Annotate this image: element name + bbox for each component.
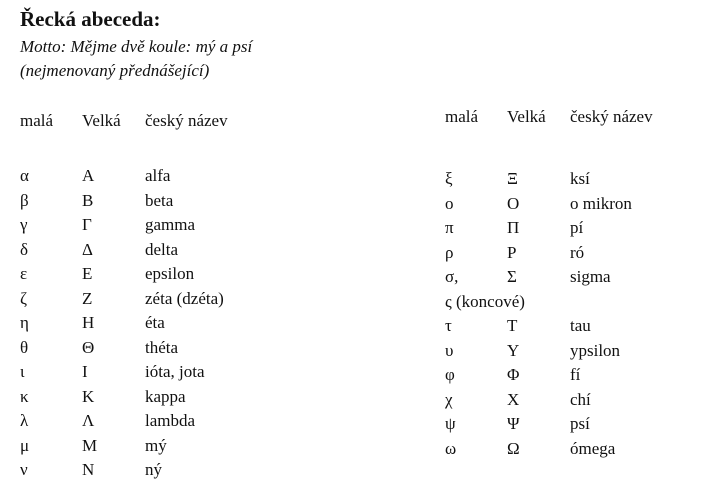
header-upper: Velká	[507, 107, 546, 126]
letter-name: ióta, jota	[145, 362, 205, 381]
letter-upper: Υ	[507, 340, 520, 360]
letter-upper: Ξ	[507, 169, 518, 188]
letter-lower: π	[445, 218, 454, 237]
letter-lower: φ	[445, 365, 455, 384]
letter-lower: κ	[20, 386, 29, 406]
letter-upper: Χ	[507, 389, 520, 409]
header-upper: Velká	[82, 111, 121, 130]
letter-name: théta	[145, 337, 179, 357]
letter-lower: ο	[445, 193, 454, 213]
letter-upper: Δ	[82, 239, 93, 259]
letter-upper: Ι	[82, 362, 88, 381]
letter-name: ómega	[570, 438, 616, 458]
letter-lower: ζ	[20, 288, 28, 308]
letter-name: fí	[570, 365, 581, 384]
letter-upper: Θ	[82, 337, 95, 357]
letter-lower: τ	[445, 316, 452, 335]
letter-upper: Γ	[82, 215, 92, 234]
page-title: Řecká abeceda:	[20, 7, 161, 31]
letter-lower: δ	[20, 239, 29, 259]
letter-upper: Ν	[82, 460, 95, 479]
letter-name: chí	[570, 389, 591, 409]
letter-upper: Κ	[82, 386, 95, 406]
letter-lower: η	[20, 313, 29, 332]
header-name: český název	[570, 107, 653, 126]
letter-name: delta	[145, 239, 179, 259]
letter-upper: Ε	[82, 264, 93, 283]
letter-name: éta	[145, 313, 165, 332]
header-lower: malá	[20, 111, 54, 130]
letter-upper: Σ	[507, 267, 517, 286]
letter-name: ný	[145, 460, 162, 479]
letter-lower: σ,	[445, 267, 459, 286]
letter-name: lambda	[145, 411, 196, 430]
letter-upper: Ζ	[82, 288, 93, 308]
letter-lower: α	[20, 166, 29, 185]
letter-lower: λ	[20, 411, 29, 430]
motto-line: Motto: Mějme dvě koule: mý a psí	[20, 37, 253, 56]
letter-name: mý	[145, 435, 167, 455]
letter-name: sigma	[570, 267, 611, 286]
letter-upper: Ο	[507, 193, 520, 213]
letter-upper: Η	[82, 313, 95, 332]
letter-name: epsilon	[145, 264, 195, 283]
letter-lower: υ	[445, 340, 454, 360]
letter-upper: Π	[507, 218, 520, 237]
letter-lower: ε	[20, 264, 28, 283]
letter-lower: ω	[445, 438, 457, 458]
letter-name: ypsilon	[570, 340, 621, 360]
letter-name: gamma	[145, 215, 196, 234]
letter-lower: ψ	[445, 414, 456, 433]
letter-name: tau	[570, 316, 591, 335]
letter-lower: θ	[20, 337, 29, 357]
letter-lower: χ	[445, 389, 453, 409]
letter-upper: Ω	[507, 438, 520, 458]
letter-name: zéta (dzéta)	[145, 288, 224, 308]
letter-upper: Α	[82, 166, 95, 185]
letter-name: kappa	[145, 386, 186, 406]
letter-name: o mikron	[570, 193, 632, 213]
letter-lower: μ	[20, 435, 30, 455]
letter-name: alfa	[145, 166, 171, 185]
letter-upper: Μ	[82, 435, 98, 455]
letter-lower: β	[20, 190, 29, 210]
header-name: český název	[145, 111, 228, 130]
letter-lower: ρ	[445, 242, 454, 262]
letter-upper: Φ	[507, 365, 520, 384]
letter-name: ró	[570, 242, 585, 262]
letter-name: beta	[145, 190, 174, 210]
letter-name: ksí	[570, 169, 590, 188]
motto-attribution: (nejmenovaný přednášející)	[20, 61, 210, 80]
letter-upper: Β	[82, 190, 94, 210]
letter-upper: Ψ	[507, 414, 520, 433]
letter-upper: Τ	[507, 316, 518, 335]
letter-lower: ξ	[445, 169, 453, 188]
letter-name: pí	[570, 218, 584, 237]
letter-upper: Λ	[82, 411, 95, 430]
header-lower: malá	[445, 107, 479, 126]
letter-name: psí	[570, 414, 590, 433]
letter-lower: ς (koncové)	[445, 291, 525, 311]
letter-lower: γ	[20, 215, 28, 234]
letter-upper: Ρ	[507, 242, 517, 262]
letter-lower: ν	[20, 460, 28, 479]
letter-lower: ι	[20, 362, 25, 381]
